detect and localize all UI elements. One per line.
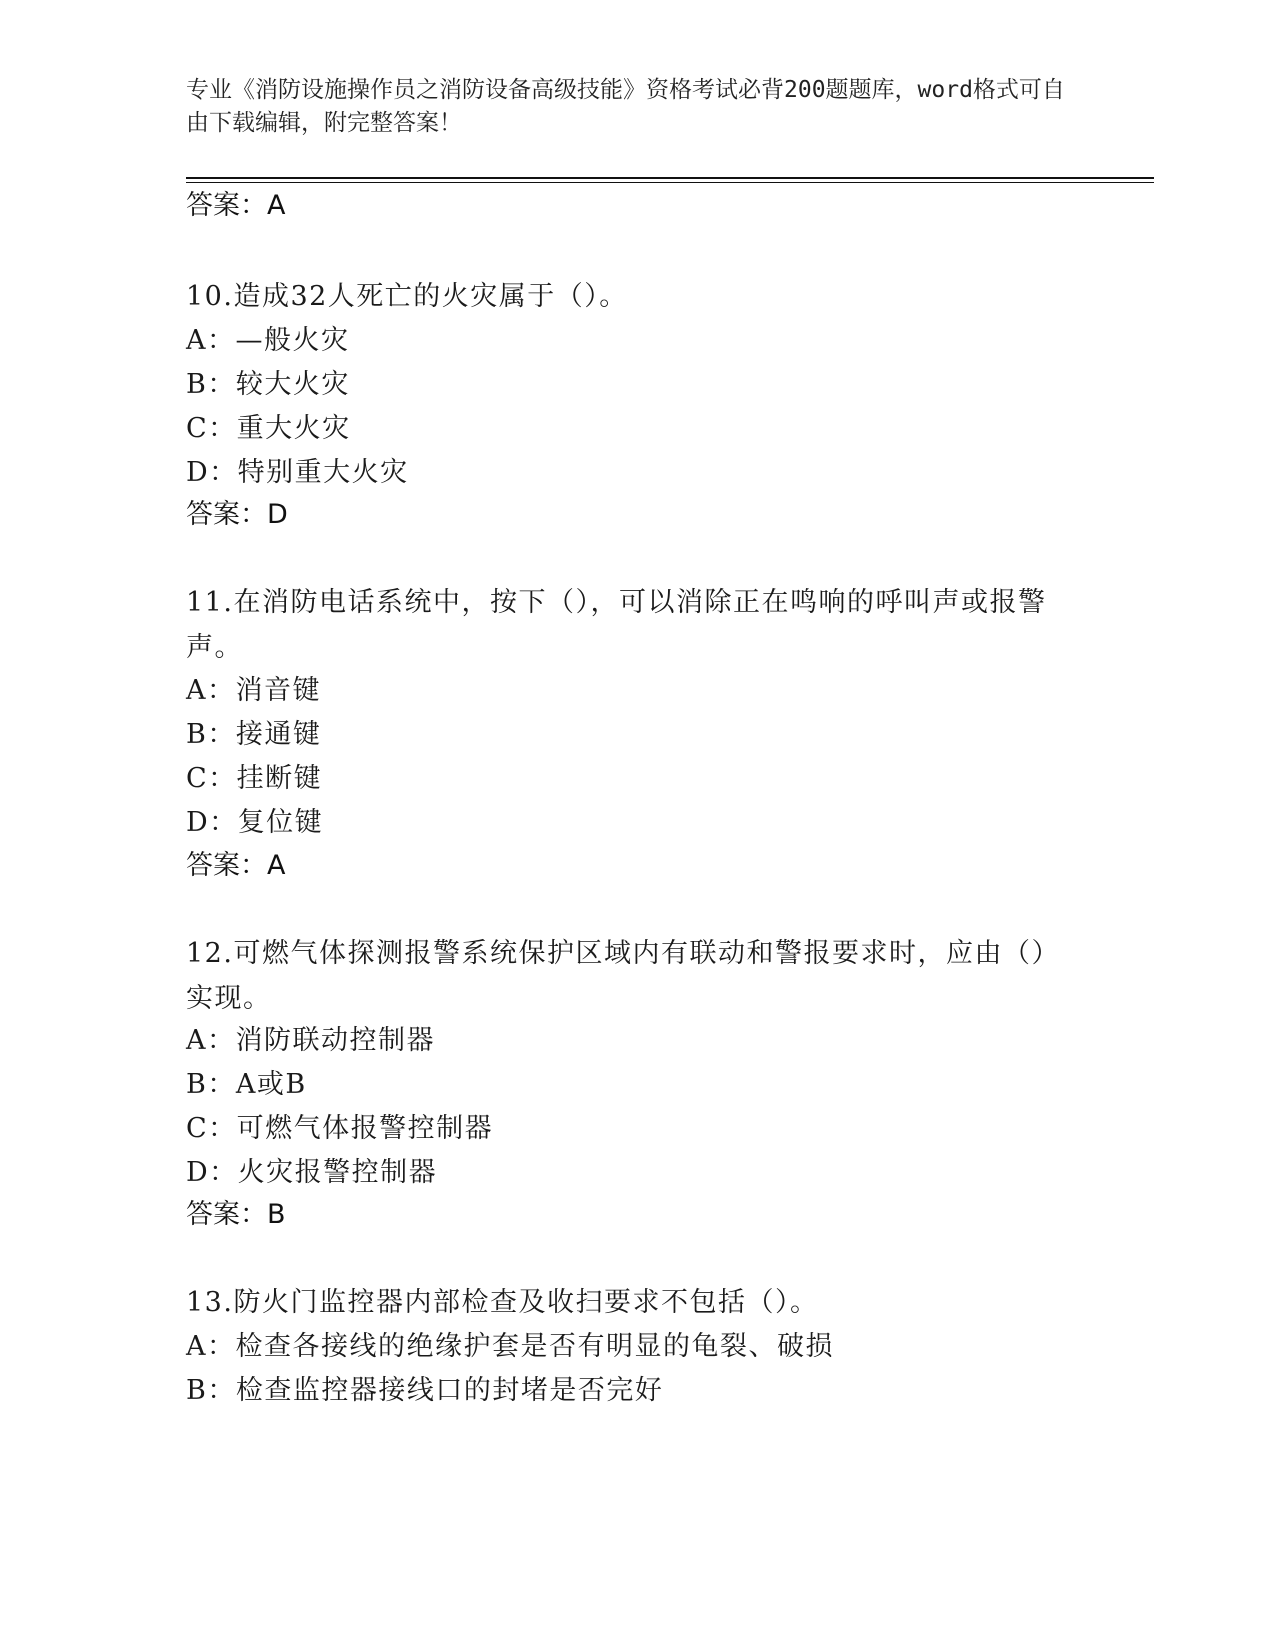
question-13-stem: 13.防火门监控器内部检查及收扫要求不包括（）。 xyxy=(186,1287,819,1318)
question-11-option-b: B：接通键 xyxy=(186,719,322,750)
question-12-option-d: D：火灾报警控制器 xyxy=(186,1157,438,1188)
question-10-option-d: D：特别重大火灾 xyxy=(186,457,409,488)
question-12-option-a: A：消防联动控制器 xyxy=(186,1025,435,1056)
question-10-option-a: A：—般火灾 xyxy=(186,325,350,356)
question-10-option-c: C：重大火灾 xyxy=(186,413,351,444)
question-12-stem: 12.可燃气体探测报警系统保护区域内有联动和警报要求时，应由（）实现。 xyxy=(186,938,1060,1014)
question-10-answer: 答案：D xyxy=(186,499,288,530)
document-header: 专业《消防设施操作员之消防设备高级技能》资格考试必背200题题库，word格式可自由下载编辑，附完整答案！ xyxy=(186,77,1065,136)
question-11-stem: 11.在消防电话系统中，按下（），可以消除正在鸣响的呼叫声或报警声。 xyxy=(186,587,1047,663)
question-10-option-b: B：较大火灾 xyxy=(186,369,350,400)
question-13-option-a: A：检查各接线的绝缘护套是否有明显的龟裂、破损 xyxy=(186,1331,834,1362)
question-12-answer: 答案：B xyxy=(186,1199,286,1230)
question-10-stem: 10.造成32人死亡的火灾属于（）。 xyxy=(186,281,628,312)
question-11-option-a: A：消音键 xyxy=(186,675,321,706)
answer-prev: 答案：A xyxy=(186,190,286,221)
question-12-option-b: B：A或B xyxy=(186,1069,307,1100)
question-11-option-c: C：挂断键 xyxy=(186,763,323,794)
header-rule-thin xyxy=(186,182,1154,183)
question-11-option-d: D：复位键 xyxy=(186,807,324,838)
question-11-answer: 答案：A xyxy=(186,850,286,881)
header-rule-thick xyxy=(186,177,1154,179)
question-12-option-c: C：可燃气体报警控制器 xyxy=(186,1113,494,1144)
question-13-option-b: B：检查监控器接线口的封堵是否完好 xyxy=(186,1375,664,1406)
